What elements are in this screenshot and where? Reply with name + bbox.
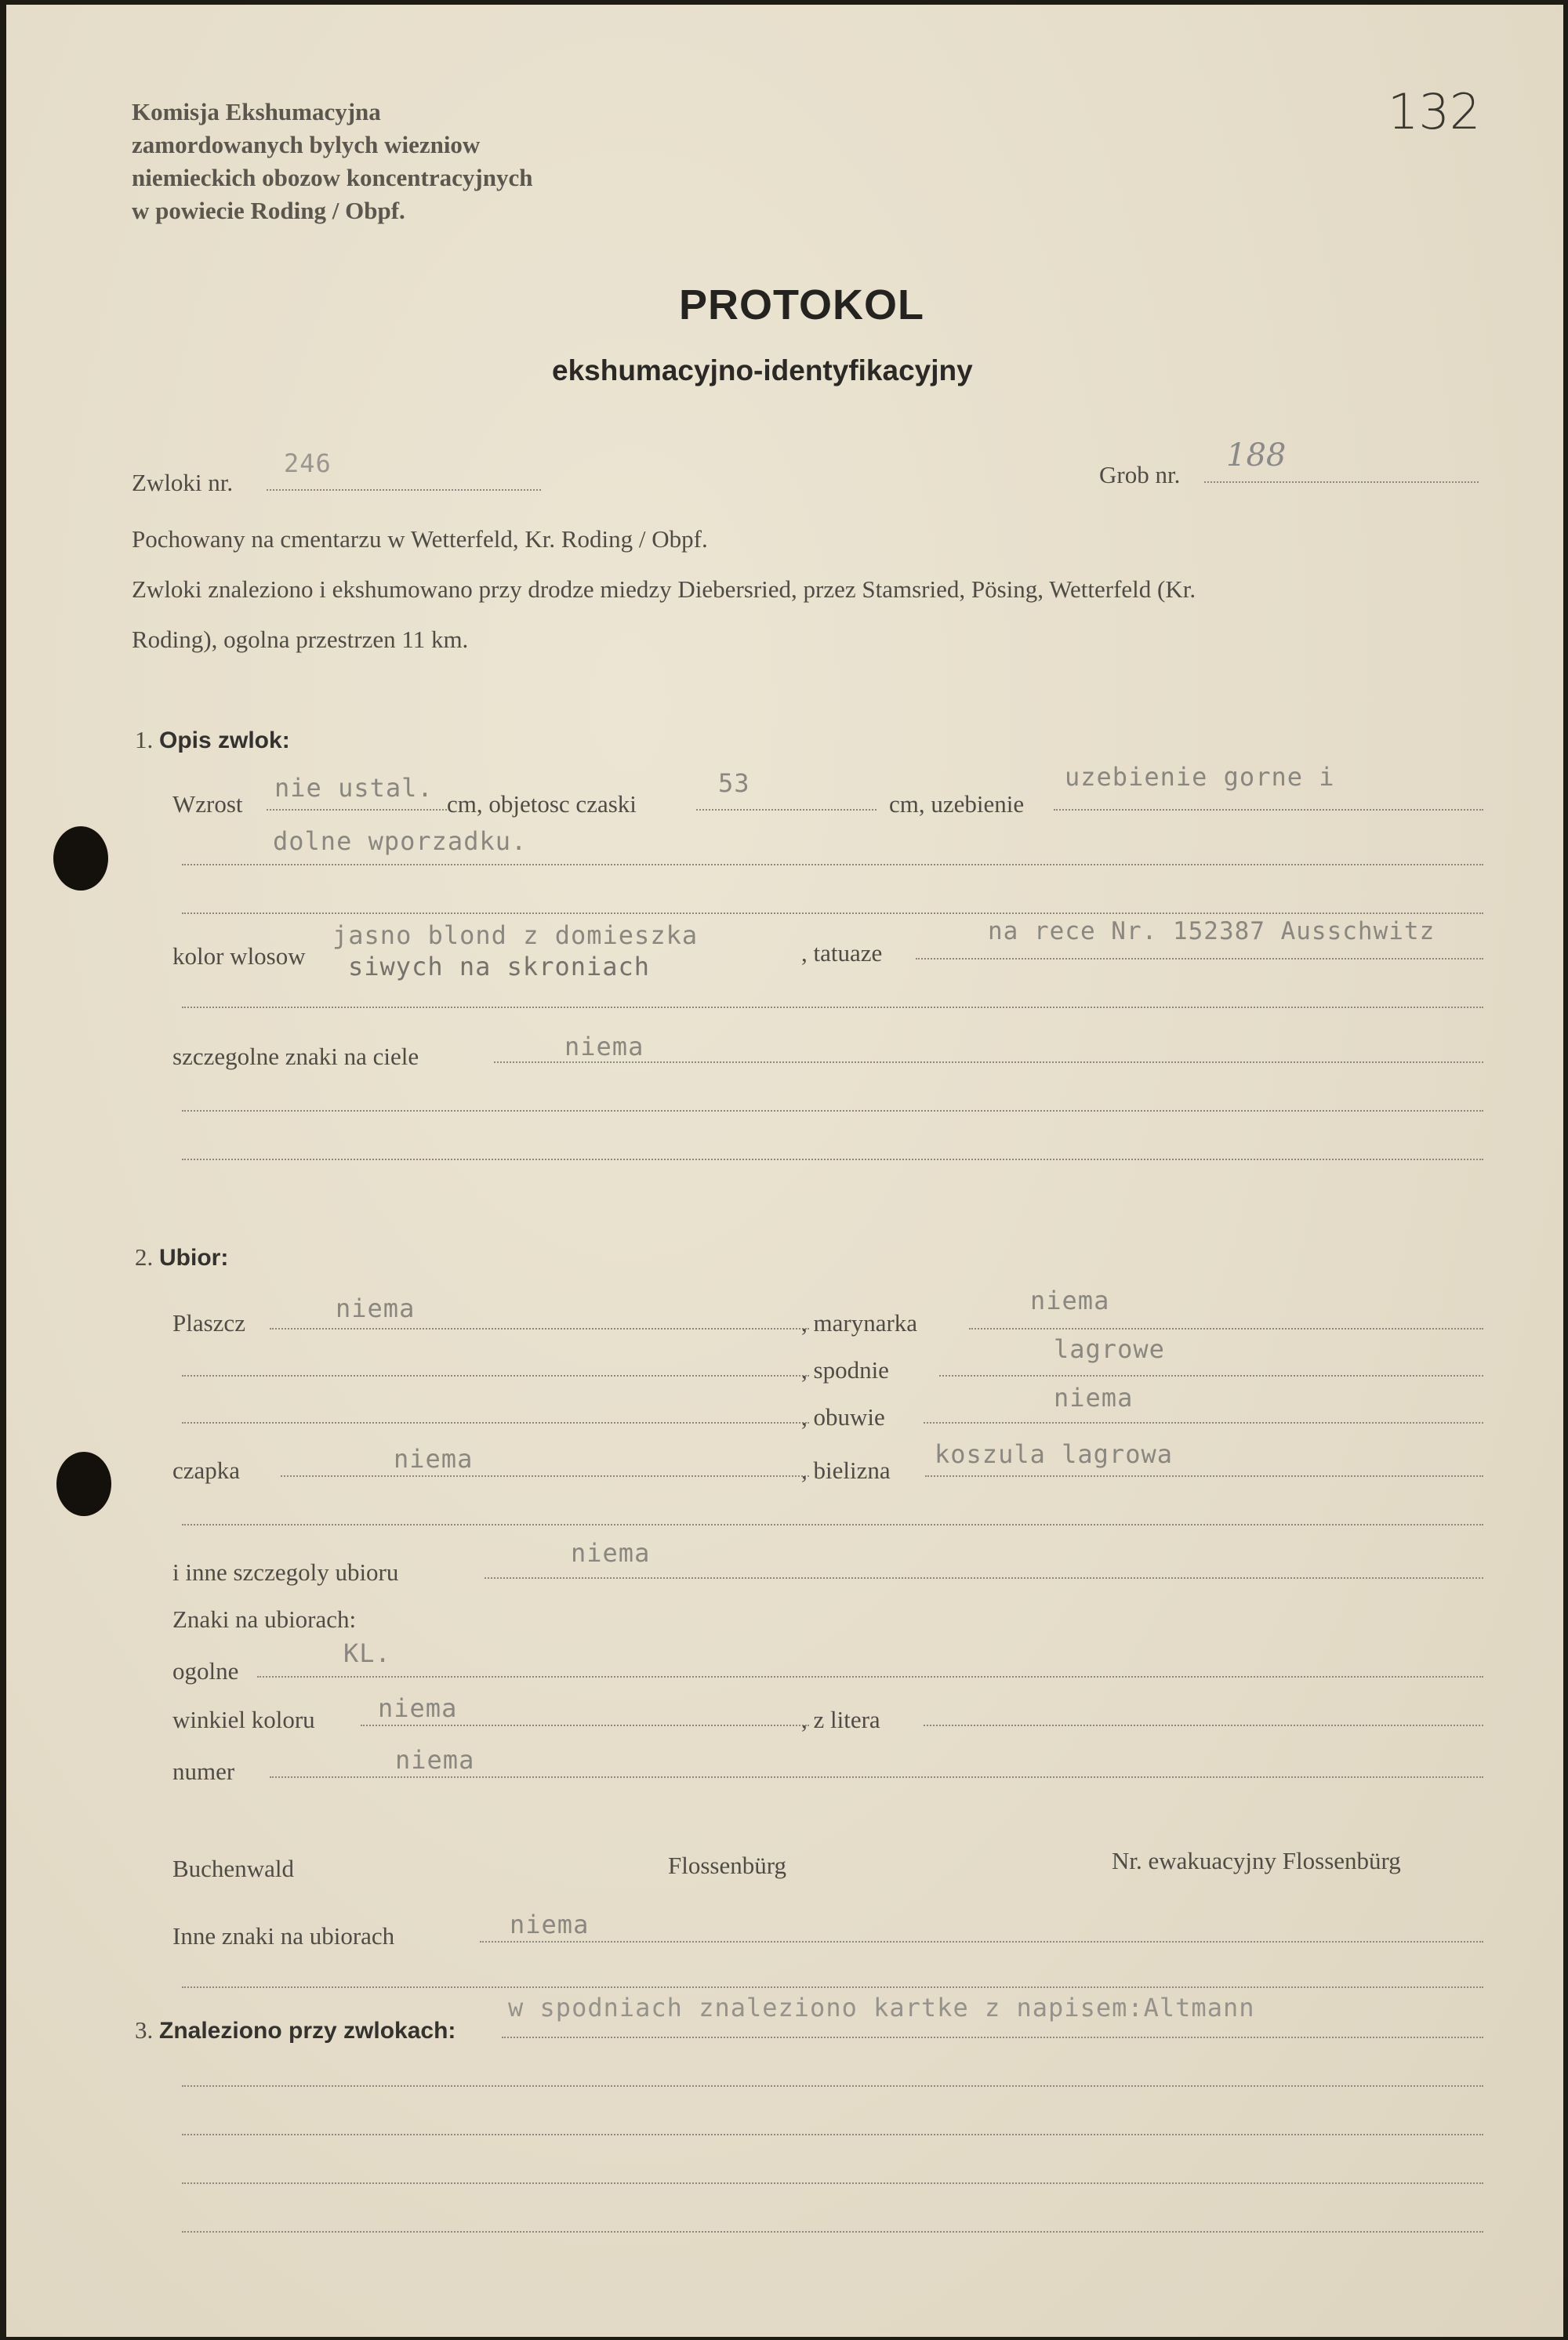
nr-ewakuacyjny-label: Nr. ewakuacyjny Flossenbürg — [1112, 1847, 1401, 1874]
section-number: 1. — [135, 726, 154, 753]
blank-line — [182, 1110, 1483, 1112]
ogolne-label: ogolne — [172, 1657, 239, 1685]
czapka-value: niema — [394, 1444, 474, 1474]
blank-line — [182, 912, 1483, 914]
wzrost-value: nie ustal. — [274, 773, 434, 803]
winkiel-field-line — [361, 1725, 809, 1726]
section-3-field-line — [502, 2037, 1483, 2038]
plaszcz-value: niema — [336, 1293, 416, 1323]
z-litera-label: , z litera — [801, 1706, 880, 1733]
section-title: Opis zwlok: — [159, 727, 290, 753]
marynarka-field-line — [969, 1328, 1483, 1330]
grob-label: Grob nr. — [1099, 461, 1181, 488]
uzebienie-label: cm, uzebienie — [889, 790, 1025, 818]
bielizna-label: , bielizna — [801, 1457, 891, 1484]
flossenburg-label: Flossenbürg — [668, 1852, 787, 1879]
wzrost-field-line — [267, 809, 447, 811]
objetosc-label: cm, objetosc czaski — [447, 790, 637, 818]
section-title: Znaleziono przy zwlokach: — [159, 2018, 456, 2044]
punch-hole — [53, 826, 108, 891]
section-3-value: w spodniach znaleziono kartke z napisem:Altmann — [508, 1993, 1255, 2023]
winkiel-label: winkiel koloru — [172, 1706, 315, 1733]
document-subtitle: ekshumacyjno-identyfikacyjny — [552, 354, 973, 386]
ogolne-field-line — [257, 1676, 1483, 1678]
bielizna-value: koszula lagrowa — [935, 1439, 1173, 1469]
winkiel-value: niema — [378, 1693, 458, 1723]
znaki-field-line — [494, 1061, 1483, 1063]
organization-line: niemieckich obozow koncentracyjnych — [132, 164, 533, 191]
bielizna-field-line — [925, 1475, 1483, 1477]
z-litera-field-line — [924, 1725, 1483, 1726]
burial-line: Zwloki znaleziono i ekshumowano przy drodze miedzy Diebersried, przez Stamsried, Pösing, Wetterfeld (Kr. — [132, 575, 1196, 603]
page-number: 132 — [1388, 83, 1481, 140]
uzebienie-value: uzebienie gorne i — [1065, 762, 1335, 792]
blank-line — [182, 1007, 1483, 1008]
burial-line: Roding), ogolna przestrzen 11 km. — [132, 626, 469, 653]
zwloki-field-line — [267, 489, 541, 491]
kolor-wlosow-label: kolor wlosow — [172, 942, 306, 970]
section-3-heading — [135, 2016, 456, 2044]
plaszcz-field-line — [270, 1328, 809, 1330]
inne-znaki-value: niema — [510, 1910, 590, 1939]
kolor-wlosow-value: jasno blond z domieszka — [332, 920, 699, 950]
protocol-page — [6, 5, 1563, 2337]
punch-hole — [56, 1452, 111, 1516]
inne-znaki-label: Inne znaki na ubiorach — [172, 1922, 395, 1950]
blank-line — [182, 1524, 1483, 1526]
znaki-label: szczegolne znaki na ciele — [172, 1043, 419, 1070]
zwloki-label: Zwloki nr. — [132, 469, 234, 496]
blank-line — [182, 864, 1483, 865]
blank-line — [182, 2085, 1483, 2087]
marynarka-label: , marynarka — [801, 1309, 918, 1337]
grob-number: 188 — [1226, 437, 1287, 473]
section-number: 3. — [135, 2016, 154, 2044]
organization-header — [132, 96, 532, 227]
burial-line: Pochowany na cmentarzu w Wetterfeld, Kr. Roding / Obpf. — [132, 525, 708, 553]
zwloki-number: 246 — [284, 448, 332, 478]
section-number: 2. — [135, 1243, 154, 1271]
document-title: PROTOKOL — [679, 281, 925, 328]
section-title: Ubior: — [159, 1245, 229, 1271]
organization-line: Komisja Ekshumacyjna — [132, 98, 381, 125]
czaszka-field-line — [696, 809, 877, 811]
organization-line: w powiecie Roding / Obpf. — [132, 197, 405, 224]
blank-line — [182, 2231, 1483, 2233]
czaszka-value: 53 — [718, 768, 750, 798]
uzebienie-field-line — [1054, 809, 1483, 811]
inne-znaki-field-line — [480, 1941, 1483, 1943]
section-2-heading — [135, 1243, 228, 1272]
inne-szczegoly-field-line — [485, 1577, 1483, 1579]
obuwie-label: , obuwie — [801, 1403, 885, 1431]
znaki-na-ubiorach-label: Znaki na ubiorach: — [172, 1605, 357, 1633]
inne-szczegoly-value: niema — [571, 1538, 651, 1568]
inne-szczegoly-label: i inne szczegoly ubioru — [172, 1558, 399, 1586]
spodnie-field-line — [939, 1375, 1483, 1377]
spodnie-value: lagrowe — [1054, 1334, 1165, 1364]
organization-line: zamordowanych bylych wiezniow — [132, 131, 481, 158]
blank-line — [182, 1159, 1483, 1160]
uzebienie-value-cont: dolne wporzadku. — [273, 826, 528, 856]
numer-label: numer — [172, 1758, 235, 1785]
grob-field-line — [1204, 481, 1479, 483]
tatuaze-label: , tatuaze — [801, 939, 883, 967]
blank-line — [182, 2182, 1483, 2184]
section-1-heading — [135, 726, 290, 754]
czapka-field-line — [281, 1475, 809, 1477]
blank-line — [182, 1986, 1483, 1988]
buchenwald-label: Buchenwald — [172, 1855, 294, 1882]
plaszcz-label: Plaszcz — [172, 1309, 245, 1337]
marynarka-value: niema — [1030, 1286, 1110, 1315]
ogolne-value: KL. — [343, 1638, 391, 1668]
spodnie-label: , spodnie — [801, 1356, 889, 1384]
numer-value: niema — [395, 1745, 475, 1775]
tatuaze-value: na rece Nr. 152387 Ausschwitz — [988, 917, 1436, 945]
wzrost-label: Wzrost — [172, 790, 243, 818]
znaki-value: niema — [564, 1032, 644, 1061]
blank-line — [182, 1422, 809, 1424]
czapka-label: czapka — [172, 1457, 241, 1484]
numer-field-line — [270, 1776, 1483, 1778]
blank-line — [182, 2134, 1483, 2135]
kolor-wlosow-value-cont: siwych na skroniach — [348, 952, 651, 981]
blank-line — [182, 1375, 809, 1377]
obuwie-field-line — [924, 1422, 1483, 1424]
obuwie-value: niema — [1054, 1383, 1134, 1413]
tatuaze-field-line — [916, 958, 1483, 960]
